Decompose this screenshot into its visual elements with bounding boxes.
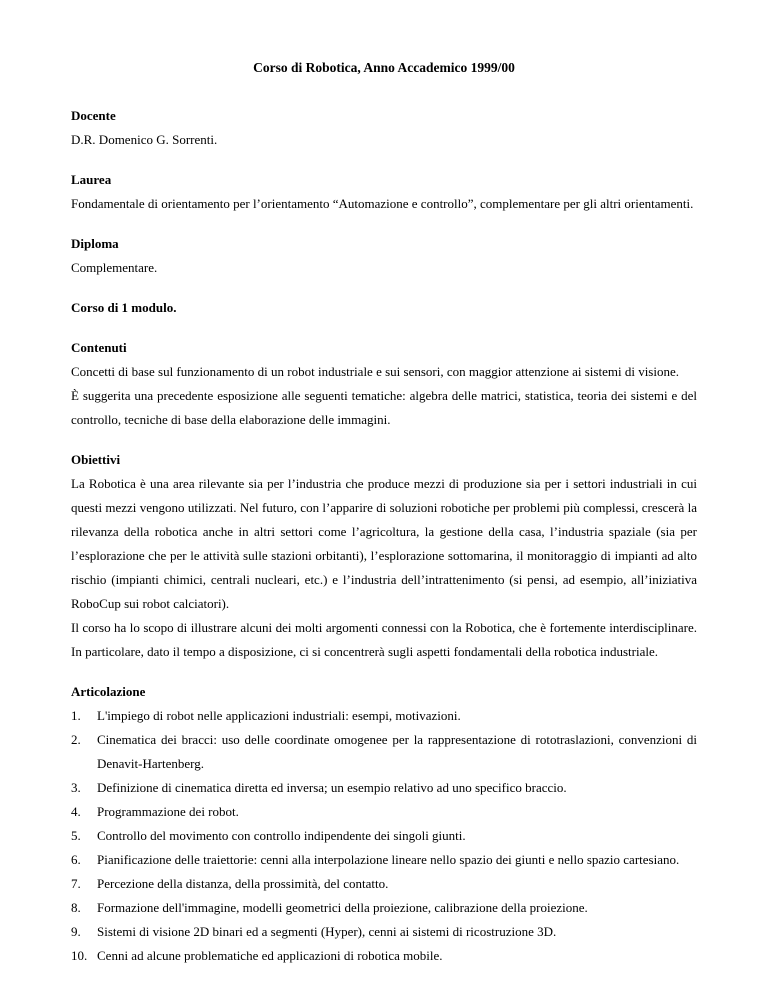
section-heading-laurea: Laurea — [71, 172, 112, 187]
list-item-text: Definizione di cinematica diretta ed inversa; un esempio relativo ad uno specifico braccio. — [97, 780, 567, 795]
list-item-number: 3. — [71, 780, 81, 795]
docente-text: D.R. Domenico G. Sorrenti. — [71, 132, 218, 147]
list-item-number: 4. — [71, 804, 81, 819]
list-item-text: L'impiego di robot nelle applicazioni industriali: esempi, motivazioni. — [97, 708, 461, 723]
list-item — [71, 704, 697, 728]
list-item — [71, 776, 697, 800]
section-heading-obiettivi: Obiettivi — [71, 452, 121, 467]
list-item-number: 2. — [71, 732, 81, 747]
list-item — [71, 920, 697, 944]
list-item — [71, 872, 697, 896]
list-item-number: 9. — [71, 924, 81, 939]
obiettivi-paragraph-1: La Robotica è una area rilevante sia per l’industria che produce mezzi di produzione sia per i settori industriali in cui questi mezzi vengono utilizzati. Nel futuro, con l’apparire di soluzioni robotiche per problemi più complessi, crescerà la rilevanza della robotica anche in altri settori come l’agricoltura, la gestione della casa, l’industria spaziale (sia per l’esplorazione che per le attività sulle stazioni orbitanti), l’esplorazione sottomarina, il monitoraggio di impianti ad alto rischio (impianti chimici, centrali nucleari, etc.) e l’industria dell’intrattenimento (si pensi, ad esempio, all’iniziativa RoboCup sui robot calciatori). — [71, 476, 697, 611]
list-item-text: Formazione dell'immagine, modelli geometrici della proiezione, calibrazione della proiezione. — [97, 900, 588, 915]
list-item — [71, 896, 697, 920]
list-item — [71, 800, 697, 824]
list-item-text: Cinematica dei bracci: uso delle coordinate omogenee per la rappresentazione di rototraslazioni, convenzioni di Denavit-Hartenberg. — [97, 732, 697, 771]
list-item-text: Percezione della distanza, della prossimità, del contatto. — [97, 876, 389, 891]
articolazione-list — [71, 704, 697, 968]
document-title: Corso di Robotica, Anno Accademico 1999/00 — [253, 60, 515, 75]
contenuti-paragraph-2: È suggerita una precedente esposizione alle seguenti tematiche: algebra delle matrici, statistica, teoria dei sistemi e del controllo, tecniche di base della elaborazione delle immagini. — [71, 388, 697, 427]
list-item — [71, 848, 697, 872]
list-item-text: Programmazione dei robot. — [97, 804, 239, 819]
section-heading-diploma: Diploma — [71, 236, 119, 251]
section-heading-docente: Docente — [71, 108, 116, 123]
list-item-text: Cenni ad alcune problematiche ed applicazioni di robotica mobile. — [97, 948, 443, 963]
list-item — [71, 824, 697, 848]
list-item-text: Pianificazione delle traiettorie: cenni alla interpolazione lineare nello spazio dei giunti e nello spazio cartesiano. — [97, 852, 680, 867]
obiettivi-paragraph-2: Il corso ha lo scopo di illustrare alcuni dei molti argomenti connessi con la Robotica, che è fortemente interdisciplinare. In particolare, dato il tempo a disposizione, ci si concentrerà sugli aspetti fondamentali della robotica industriale. — [71, 620, 697, 659]
contenuti-paragraph-1: Concetti di base sul funzionamento di un robot industriale e sui sensori, con maggior attenzione ai sistemi di visione. — [71, 364, 679, 379]
list-item-number: 7. — [71, 876, 81, 891]
diploma-text: Complementare. — [71, 260, 158, 275]
list-item — [71, 728, 697, 776]
list-item-number: 10. — [71, 948, 88, 963]
section-heading-articolazione: Articolazione — [71, 684, 146, 699]
list-item-number: 8. — [71, 900, 81, 915]
list-item-number: 5. — [71, 828, 81, 843]
section-heading-contenuti: Contenuti — [71, 340, 127, 355]
list-item — [71, 944, 697, 968]
list-item-text: Sistemi di visione 2D binari ed a segmenti (Hyper), cenni ai sistemi di ricostruzione 3D. — [97, 924, 557, 939]
section-heading-modulo: Corso di 1 modulo. — [71, 300, 177, 315]
list-item-number: 6. — [71, 852, 81, 867]
list-item-text: Controllo del movimento con controllo indipendente dei singoli giunti. — [97, 828, 466, 843]
list-item-number: 1. — [71, 708, 81, 723]
laurea-text: Fondamentale di orientamento per l’orientamento “Automazione e controllo”, complementare per gli altri orientamenti. — [71, 196, 694, 211]
